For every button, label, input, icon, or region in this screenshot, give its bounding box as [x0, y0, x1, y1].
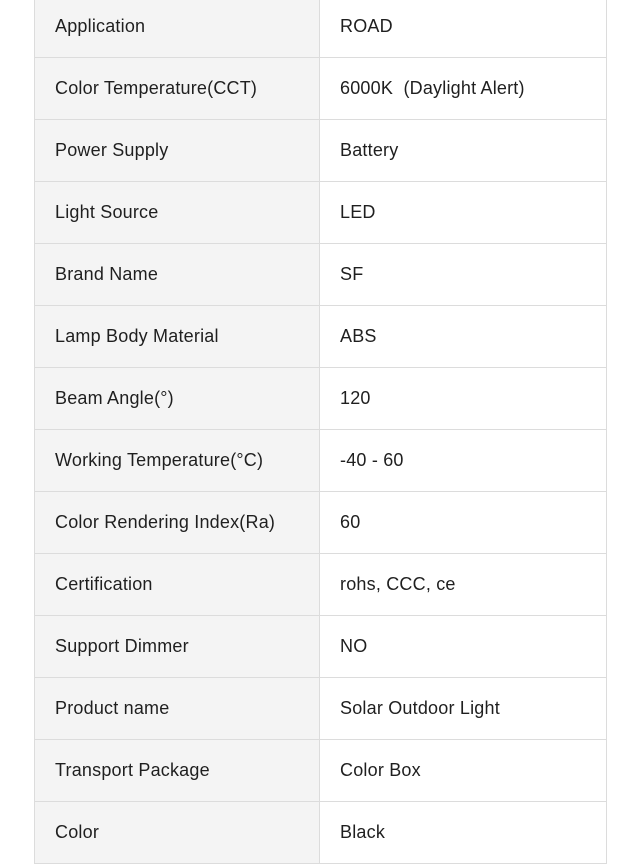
- specification-table: [34, 0, 607, 864]
- spec-value: ROAD: [320, 0, 606, 57]
- spec-value: 120: [320, 368, 606, 429]
- spec-label: Transport Package: [35, 740, 320, 801]
- spec-label: Application: [35, 0, 320, 57]
- spec-label: Light Source: [35, 182, 320, 243]
- spec-label: Color: [35, 802, 320, 863]
- spec-row-product-name: [35, 678, 606, 740]
- spec-label: Power Supply: [35, 120, 320, 181]
- spec-value: LED: [320, 182, 606, 243]
- spec-row-color-temperature: [35, 58, 606, 120]
- spec-value: rohs, CCC, ce: [320, 554, 606, 615]
- spec-value: Black: [320, 802, 606, 863]
- spec-row-transport-package: [35, 740, 606, 802]
- spec-row-lamp-body-material: [35, 306, 606, 368]
- spec-label: Color Rendering Index(Ra): [35, 492, 320, 553]
- spec-value: Solar Outdoor Light: [320, 678, 606, 739]
- spec-label: Working Temperature(°C): [35, 430, 320, 491]
- spec-row-beam-angle: [35, 368, 606, 430]
- spec-value: ABS: [320, 306, 606, 367]
- spec-label: Beam Angle(°): [35, 368, 320, 429]
- spec-row-certification: [35, 554, 606, 616]
- spec-row-color-rendering-index: [35, 492, 606, 554]
- spec-row-brand-name: [35, 244, 606, 306]
- spec-value: 60: [320, 492, 606, 553]
- spec-row-color: [35, 802, 606, 864]
- spec-label: Certification: [35, 554, 320, 615]
- spec-value: -40 - 60: [320, 430, 606, 491]
- spec-label: Color Temperature(CCT): [35, 58, 320, 119]
- spec-row-support-dimmer: [35, 616, 606, 678]
- spec-label: Product name: [35, 678, 320, 739]
- spec-label: Lamp Body Material: [35, 306, 320, 367]
- spec-value: 6000K (Daylight Alert): [320, 58, 606, 119]
- spec-row-application: [35, 0, 606, 58]
- spec-value: Color Box: [320, 740, 606, 801]
- spec-value: SF: [320, 244, 606, 305]
- spec-row-power-supply: [35, 120, 606, 182]
- spec-row-light-source: [35, 182, 606, 244]
- spec-value: NO: [320, 616, 606, 677]
- spec-label: Brand Name: [35, 244, 320, 305]
- spec-label: Support Dimmer: [35, 616, 320, 677]
- spec-value: Battery: [320, 120, 606, 181]
- spec-row-working-temperature: [35, 430, 606, 492]
